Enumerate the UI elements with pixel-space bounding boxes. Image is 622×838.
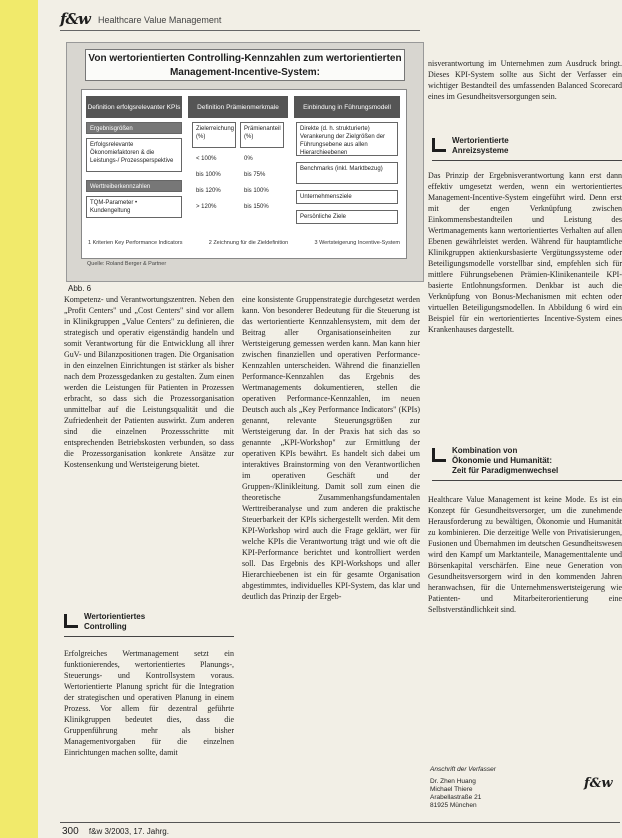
figure-cell: 0%: [244, 156, 253, 162]
figure-legend: [88, 240, 400, 246]
page-number: 300: [62, 826, 79, 837]
paragraph: nisverantwortung im Unternehmen zum Ausdruck bringt. Dieses KPI-System sollte aus Sicht der Verfasser ein wichtiger Bestandteil des umfassenden Balanced Scorecard eines im Gesundheitsversorgungen sein.: [428, 59, 622, 101]
paragraph: Kompetenz- und Verantwortungszentren. Neben den „Profit Centers" und „Cost Centers" sind vor allem in Klinikgruppen „Value Centers" zu definieren, die strategisch und operativ eigenständig handeln und somit Verantwortung für die Entwicklung all ihrer GuV- und Bilanzpositionen tragen. Die Organisation in den einzelnen Einrichtungen ist stärker als bisher nach dem Prozessgedanken zu gestalten. Zum einen werden die Leistungen für Patienten in Prozessen erbracht, so dass sich die Prozessorganisation unmittelbar auf die Leistungsqualität und die Zufriedenheit der Patienten auswirkt. Zum anderen sind die einzelnen Prozessschritte mit entsprechenden Betriebskosten verbunden, so dass die Prozessorganisation konkrete Ansätze zur Kostensenkung und Wertsteigerung bietet.: [64, 295, 234, 469]
figure-box: Unternehmensziele: [296, 190, 398, 204]
section-marker-icon: [64, 614, 78, 628]
figure-diagram: [81, 89, 407, 259]
margin-bar: [0, 0, 38, 838]
figure-legend-item: 3 Wertsteigerung Incentive-System: [314, 240, 400, 246]
figure-source: Quelle: Roland Berger & Partner: [87, 261, 167, 267]
figure-box: Werttreiberkennzahlen: [86, 180, 182, 192]
page-footer: [62, 826, 169, 837]
author-label: Anschrift der Verfasser: [430, 766, 496, 773]
figure-box: TQM-Parameter • Kundengeltung: [86, 196, 182, 218]
paragraph: Das Prinzip der Ergebnisverantwortung kann erst dann effektiv umgesetzt werden, wenn ein wertorientiertes Management-Incentive-System eingeführt wird. Denn erst mit der engen Verknüpfung zwischen Einkommensbestandteilen und Leistung des Wertmanagements kann wertorientiertes Verhalten auf allen Ebenen gewährleistet werden. Während für hauptamtliche Klinikgruppen aktienkursbasierte Vergütungssysteme oder Beteiligungsmodelle vorstellbar sind, empfehlen sich für mittlere Führungsebenen Prämien-Klinikenanteile KPI-basierte Entlohnungsformen. Denkbar ist auch die Verknüpfung von Bonus-Mechanismen mit echten oder virtuellen Beteiligungsmodellen. In Abbildung 6 wird ein Beispiel für ein wertorientiertes Incentive-System eines Krankenhauses dargestellt.: [428, 171, 622, 334]
figure-box: Benchmarks (inkl. Marktbezug): [296, 162, 398, 184]
author-address: Dr. Zhen Huang Michael Thiere Arabellastraße 21 81925 München: [430, 778, 482, 809]
figure-column-head-2: Definition Prämienmerkmale: [188, 96, 288, 118]
section-title: Wertorientiertes Controlling: [84, 612, 146, 631]
figure-box: Ergebnisgrößen: [86, 122, 182, 134]
figure-cell: > 120%: [196, 204, 217, 210]
figure-incentive-system: [66, 42, 424, 282]
figure-legend-item: 1 Kriterien Key Performance Indicators: [88, 240, 183, 246]
section-marker-icon: [432, 138, 446, 152]
figure-box: Direkte (d. h. strukturierte) Verankerung der Zielgrößen der Führungsebene aus allen Hierarchieebenen: [296, 122, 398, 156]
body-column-left-lower: [64, 648, 234, 816]
section-rule: [64, 636, 234, 637]
figure-title: Von wertorientierten Controlling-Kennzahlen zum wertorientierten Management-Incentive-System:: [85, 49, 405, 81]
figure-cell: bis 100%: [196, 172, 221, 178]
paragraph: Erfolgreiches Wertmanagement setzt ein funktionierendes, wertorientiertes Planungs-, Steuerungs- und Kontrollsystem voraus. Wertorientierte Planung spricht für die Integration der strategischen und operativen Planung in einem Prozess. Vor allem für dezentral geführte Klinikgruppen bedeutet dies, dass die Gruppenführung mehr als bisher Managementvorgaben für die einzelnen Einrichtungen machen sollte, damit: [64, 649, 234, 757]
section-rule: [432, 480, 622, 481]
section-rule: [432, 160, 622, 161]
body-column-right-mid: [428, 170, 622, 435]
header-title: Healthcare Value Management: [98, 15, 222, 25]
body-column-middle: [242, 294, 420, 806]
figure-box: Prämienanteil (%): [240, 122, 284, 148]
figure-cell: < 100%: [196, 156, 217, 162]
section-marker-icon: [432, 448, 446, 462]
section-title: Wertorientierte Anreizsysteme: [452, 136, 509, 155]
header-rule: [60, 30, 420, 31]
paragraph: Healthcare Value Management ist keine Mode. Es ist ein Konzept für Gesundheitsversorger, um die zunehmende Herausforderung zu bewältigen, Ökonomie und Humanität zu kombinieren. Die derzeitige Welle von Privatisierungen, Fusionen und Übernahmen im deutschen Gesundheitswesen wird den Kampf um Marktanteile, Managementtalente und Börsenkapital verschärfen. Eine neue Generation von Gesundheitsversorgern wird in den kommenden Jahren heranwachsen, für die Unternehmenswertsteigerung wie Patienten- und Mitarbeiterorientierung eine Selbstverständlichkeit sind.: [428, 495, 622, 614]
body-column-right-lower: [428, 494, 622, 762]
section-title: Kombination von Ökonomie und Humanität: Zeit für Paradigmenwechsel: [452, 446, 559, 475]
running-header: [60, 10, 430, 30]
body-column-right-top: [428, 58, 622, 128]
figure-column-head-3: Einbindung in Führungsmodell: [294, 96, 400, 118]
figure-cell: bis 75%: [244, 172, 266, 178]
figure-column-head-1: Definition erfolgsrelevanter KPIs: [86, 96, 182, 118]
footer-rule: [60, 822, 620, 823]
figure-cell: bis 120%: [196, 188, 221, 194]
figure-box: Erfolgsrelevante Ökonomiefaktoren & die Leistungs-/ Prozessperspektive: [86, 138, 182, 172]
figure-box: Persönliche Ziele: [296, 210, 398, 224]
figure-cell: bis 150%: [244, 204, 269, 210]
figure-box: Zielerreichung (%): [192, 122, 236, 148]
figure-cell: bis 100%: [244, 188, 269, 194]
journal-logo: f&w: [60, 10, 90, 28]
paragraph: eine konsistente Gruppenstrategie durchgesetzt werden kann. Von besonderer Bedeutung für die Steuerung ist das wertorientierte Kennzahlensystem, mit dem der Beitrag aller Organisationseinheiten zur Wertsteigerung gemessen werden kann. Man kann hier zwischen finanziellen und operativen Performance-Kennzahlen unterscheiden. Während die finanziellen Performance-Kennzahlen das Ergebnis des Wertmanagements dokumentieren, stellen die operativen Performance-Kennzahlen, im neuen Deutsch auch als „Key Performance Indicators" (KPIs) genannt, relevante Steuerungsgrößen zur Wertsteigerung dar. In der Praxis hat sich das so genannte „KPI-Workshop" zur Ermittlung der operativen KPIs bewährt. Es handelt sich dabei um interaktives Brainstorming von den Verantwortlichen im operativen Geschäft und der Gruppen-/Klinikleitung. Damit soll zum einen die theoretische Zusammenhangsfundamentalen Werttreiberanalyse und zum anderen die praktische Steuerbarkeit der KPIs sichergestellt werden. Mit dem KPI-Workshop wird auch die Frage geklärt, wer für welche KPIs die Verantwortung trägt und wie oft die KPI-Performance berichtet und kontrolliert werden soll. Das Ergebnis des KPI-Workshops und aller Hierarchieebenen ist ein für gesamte Organisation abgestimmtes, individuelles KPI-System, das klar und deutlich das Prinzip der Ergeb-: [242, 295, 420, 601]
journal-logo-small: f&w: [584, 776, 613, 791]
figure-legend-item: 2 Zeichnung für die Zieldefinition: [208, 240, 289, 246]
journal-issue: f&w 3/2003, 17. Jahrg.: [88, 827, 169, 836]
body-column-left: [64, 294, 234, 604]
figure-caption: Abb. 6: [68, 284, 92, 293]
